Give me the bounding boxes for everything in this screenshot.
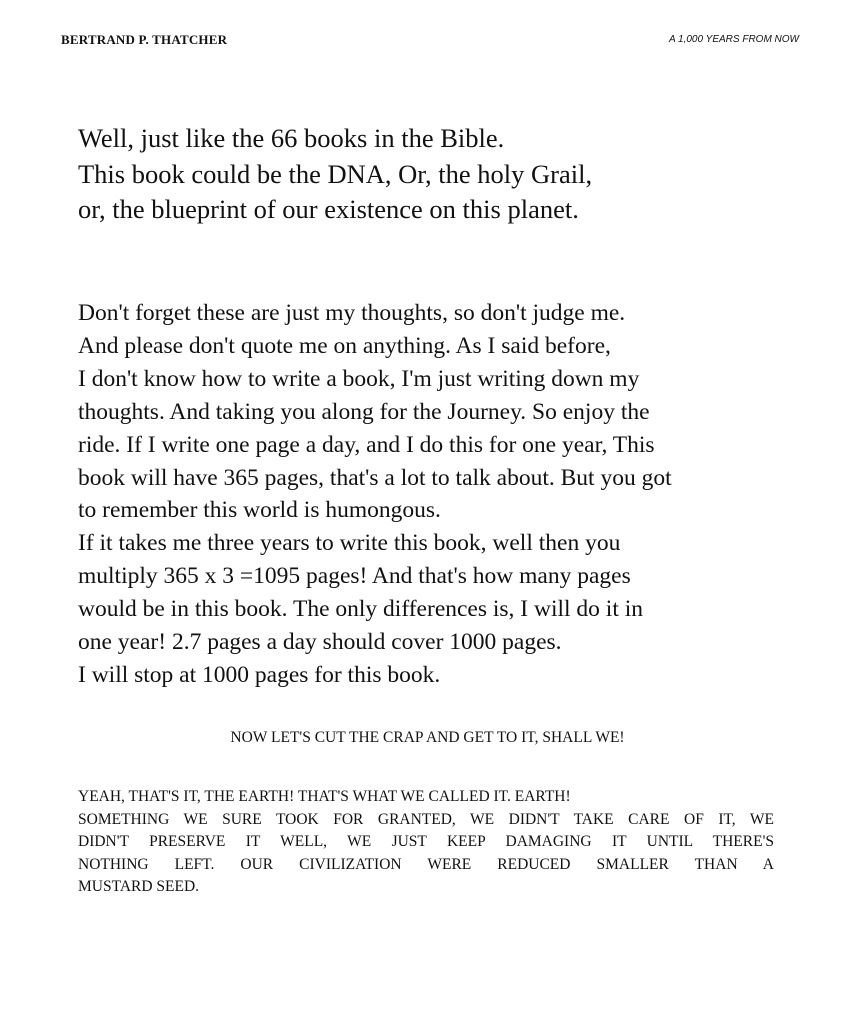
intro-line: or, the blueprint of our existence on this planet. — [78, 194, 579, 224]
earth-line: SOMETHING WE SURE TOOK FOR GRANTED, WE DIDN'T TAKE CARE OF IT, WE — [78, 810, 774, 828]
thoughts-line: I don't know how to write a book, I'm just writing down my — [78, 365, 640, 392]
header-book-title: A 1,000 YEARS FROM NOW — [668, 34, 799, 45]
thoughts-line: If it takes me three years to write this book, well then you — [78, 530, 621, 557]
thoughts-line: would be in this book. The only differences is, I will do it in — [78, 596, 644, 623]
earth-line: YEAH, THAT'S IT, THE EARTH! THAT'S WHAT WE CALLED IT. EARTH! — [78, 788, 571, 805]
earth-line: DIDN'T PRESERVE IT WELL, WE JUST KEEP DAMAGING IT UNTIL THERE'S — [78, 833, 774, 850]
thoughts-line: Don't forget these are just my thoughts, so don't judge me. — [78, 300, 626, 326]
earth-paragraph — [78, 786, 774, 899]
earth-line: NOTHING LEFT. OUR CIVILIZATION WERE REDUCED SMALLER THAN A — [78, 855, 774, 873]
intro-line: Well, just like the 66 books in the Bible. — [78, 123, 505, 153]
thoughts-line: ride. If I write one page a day, and I do this for one year, This — [78, 431, 655, 458]
intro-line: This book could be the DNA, Or, the holy Grail, — [78, 158, 593, 189]
thoughts-line: thoughts. And taking you along for the Journey. So enjoy the — [78, 398, 650, 425]
centered-heading: NOW LET'S CUT THE CRAP AND GET TO IT, SHALL WE! — [230, 729, 625, 746]
thoughts-line: one year! 2.7 pages a day should cover 1000 pages. — [78, 629, 562, 656]
thoughts-line: to remember this world is humongous. — [78, 497, 441, 524]
thoughts-line: I will stop at 1000 pages for this book. — [78, 661, 441, 688]
earth-line: MUSTARD SEED. — [78, 878, 200, 895]
intro-paragraph — [78, 121, 592, 228]
thoughts-paragraph — [78, 297, 672, 692]
thoughts-line: multiply 365 x 3 =1095 pages! And that's how many pages — [78, 563, 631, 590]
thoughts-line: And please don't quote me on anything. As I said before, — [78, 332, 611, 359]
header-author: BERTRAND P. THATCHER — [61, 32, 228, 47]
thoughts-line: book will have 365 pages, that's a lot to talk about. But you got — [78, 464, 672, 491]
